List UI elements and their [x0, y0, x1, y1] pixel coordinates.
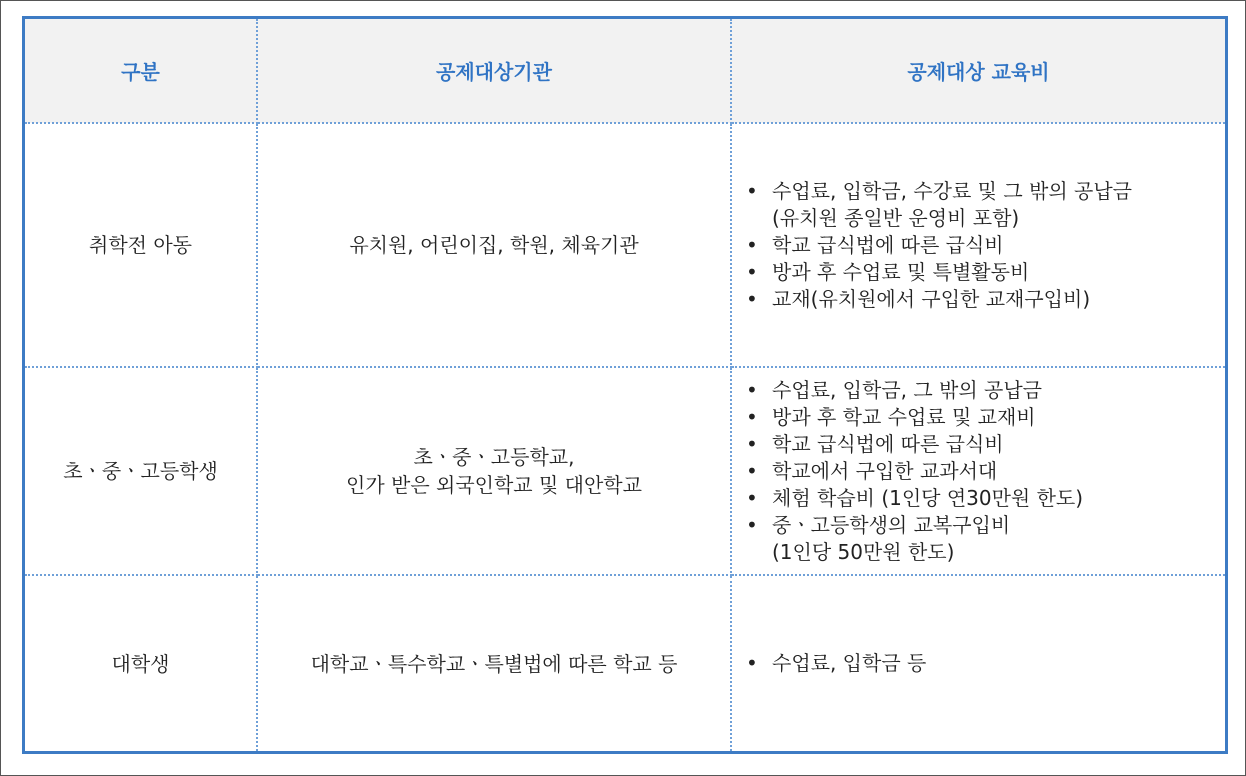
list-item [746, 431, 1225, 458]
expense-item-text: 방과 후 학교 수업료 및 교재비 [772, 404, 1036, 429]
list-item [746, 232, 1225, 259]
expense-item-text: 교재(유치원에서 구입한 교재구입비) [772, 286, 1091, 311]
expense-list [732, 178, 1225, 313]
expenses-cell [731, 123, 1225, 367]
table-row [25, 367, 1225, 575]
expense-item-text: 체험 학습비 (1인당 연30만원 한도) [772, 485, 1084, 510]
expense-item-note: (1인당 50만원 한도) [772, 539, 955, 564]
institution-line: 유치원, 어린이집, 학원, 체육기관 [349, 233, 639, 257]
header-category: 구분 [25, 19, 257, 123]
institutions-cell [257, 367, 731, 575]
expense-item-text: 학교에서 구입한 교과서대 [772, 458, 998, 483]
deduction-table [22, 16, 1228, 754]
category-cell: 대학생 [25, 575, 257, 751]
expense-list [732, 650, 1225, 677]
table-row [25, 575, 1225, 751]
expense-item-text: 학교 급식법에 따른 급식비 [772, 431, 1004, 456]
category-cell: 초ㆍ중ㆍ고등학생 [25, 367, 257, 575]
list-item [746, 286, 1225, 313]
institution-line: 초ㆍ중ㆍ고등학교, [413, 445, 575, 469]
expense-item-text: 중ㆍ고등학생의 교복구입비 [772, 512, 1011, 537]
education-expense-table [25, 19, 1225, 751]
list-item [746, 178, 1225, 232]
header-row [25, 19, 1225, 123]
list-item [746, 458, 1225, 485]
expense-item-text: 방과 후 수업료 및 특별활동비 [772, 259, 1030, 284]
list-item [746, 259, 1225, 286]
expense-item-text: 학교 급식법에 따른 급식비 [772, 232, 1004, 257]
expenses-cell [731, 367, 1225, 575]
expense-item-text: 수업료, 입학금, 수강료 및 그 밖의 공납금 [772, 178, 1132, 203]
list-item [746, 377, 1225, 404]
list-item [746, 512, 1225, 566]
category-cell: 취학전 아동 [25, 123, 257, 367]
list-item [746, 485, 1225, 512]
expense-item-text: 수업료, 입학금, 그 밖의 공납금 [772, 377, 1042, 402]
institutions-cell [257, 123, 731, 367]
table-row [25, 123, 1225, 367]
header-institutions: 공제대상기관 [257, 19, 731, 123]
header-expenses: 공제대상 교육비 [731, 19, 1225, 123]
expense-list [732, 377, 1225, 566]
expense-item-text: 수업료, 입학금 등 [772, 651, 927, 675]
institution-line: 대학교ㆍ특수학교ㆍ특별법에 따른 학교 등 [310, 651, 678, 676]
institutions-cell [257, 575, 731, 751]
list-item [746, 404, 1225, 431]
list-item [746, 650, 1225, 677]
expense-item-note: (유치원 종일반 운영비 포함) [772, 205, 1020, 230]
institution-line: 인가 받은 외국인학교 및 대안학교 [346, 473, 642, 497]
expenses-cell [731, 575, 1225, 751]
